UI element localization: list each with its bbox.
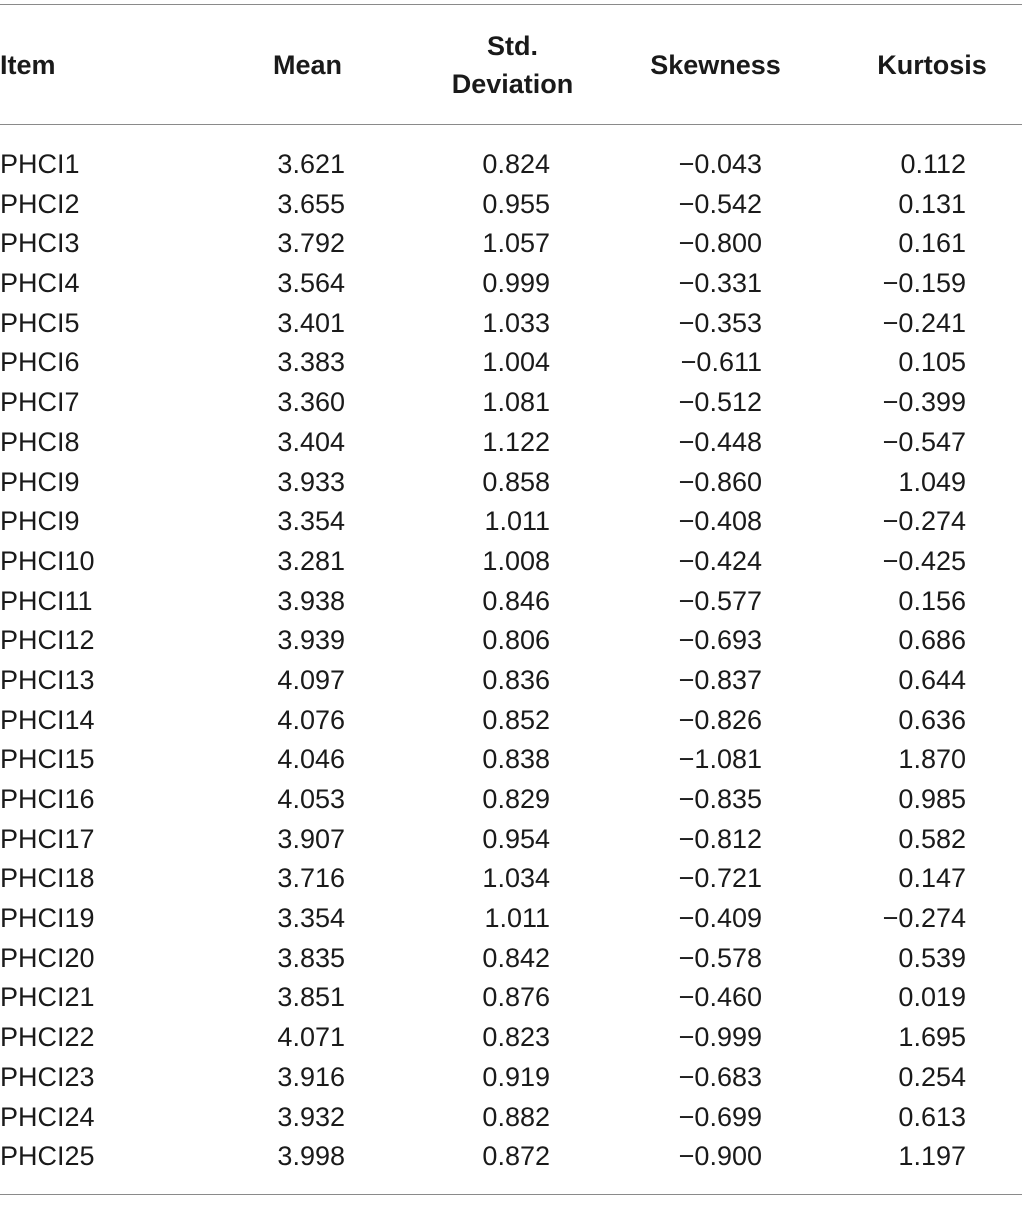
cell-item: PHCI14: [0, 704, 95, 735]
cell-std-deviation: 0.882: [482, 1101, 550, 1132]
table-top-rule: [0, 4, 1022, 5]
cell-std-deviation: 1.011: [484, 506, 550, 537]
cell-mean: 4.097: [277, 664, 345, 695]
table-row: [0, 1137, 1022, 1177]
table-row: [0, 1018, 1022, 1058]
cell-kurtosis: 1.870: [898, 744, 966, 775]
table-row: [0, 621, 1022, 661]
cell-kurtosis: 0.105: [898, 347, 966, 378]
column-header-mean-label: Mean: [272, 50, 343, 80]
cell-skewness: −0.683: [678, 1061, 762, 1092]
cell-std-deviation: 0.858: [482, 466, 550, 497]
column-header-std-deviation: [420, 8, 605, 122]
cell-kurtosis: −0.159: [882, 268, 966, 299]
cell-item: PHCI19: [0, 903, 95, 934]
cell-skewness: −0.611: [680, 347, 762, 378]
cell-skewness: −0.812: [678, 823, 762, 854]
column-header-kurtosis-label: Kurtosis: [877, 50, 987, 80]
cell-kurtosis: 0.156: [898, 585, 966, 616]
cell-skewness: −0.460: [678, 982, 762, 1013]
cell-skewness: −0.693: [678, 625, 762, 656]
table-row: [0, 701, 1022, 741]
cell-item: PHCI3: [0, 228, 80, 259]
cell-mean: 3.907: [277, 823, 345, 854]
cell-skewness: −0.835: [678, 784, 762, 814]
cell-kurtosis: 0.161: [898, 228, 966, 259]
cell-item: PHCI7: [0, 387, 80, 418]
cell-mean: 3.916: [277, 1061, 345, 1092]
cell-kurtosis: 0.254: [898, 1061, 966, 1092]
cell-skewness: −0.721: [678, 863, 762, 894]
cell-mean: 3.998: [277, 1141, 345, 1172]
cell-skewness: −0.448: [678, 426, 762, 457]
table-row: [0, 304, 1022, 344]
cell-std-deviation: 0.829: [482, 784, 550, 814]
cell-item: PHCI18: [0, 863, 95, 894]
cell-mean: 3.939: [277, 625, 345, 656]
table-row: [0, 542, 1022, 582]
cell-mean: 4.076: [277, 704, 345, 735]
cell-std-deviation: 1.081: [482, 387, 550, 418]
cell-skewness: −0.860: [678, 466, 762, 497]
cell-skewness: −0.512: [678, 387, 762, 418]
cell-mean: 3.716: [277, 863, 345, 894]
table-row: [0, 463, 1022, 503]
cell-std-deviation: 0.872: [482, 1141, 550, 1172]
cell-std-deviation: 0.876: [482, 982, 550, 1013]
cell-std-deviation: 0.846: [482, 585, 550, 616]
table-row: [0, 264, 1022, 304]
column-header-std-line2: Deviation: [451, 69, 574, 99]
cell-std-deviation: 0.838: [482, 744, 550, 775]
table-row: [0, 1098, 1022, 1138]
cell-std-deviation: 0.806: [482, 625, 550, 656]
cell-kurtosis: 0.539: [898, 942, 966, 973]
cell-item: PHCI13: [0, 664, 95, 695]
cell-kurtosis: −0.274: [882, 506, 966, 537]
cell-item: PHCI15: [0, 744, 95, 775]
table-row: [0, 661, 1022, 701]
column-header-kurtosis: [842, 8, 1022, 122]
table-row: [0, 423, 1022, 463]
column-header-item-label: Item: [0, 50, 56, 80]
cell-mean: 4.071: [277, 1022, 345, 1053]
cell-std-deviation: 1.011: [484, 903, 550, 934]
cell-item: PHCI21: [0, 982, 95, 1013]
cell-item: PHCI23: [0, 1061, 95, 1092]
cell-item: PHCI24: [0, 1101, 95, 1132]
cell-std-deviation: 1.057: [482, 228, 550, 259]
column-header-std-line1: Std.: [487, 31, 538, 61]
cell-skewness: −0.043: [678, 149, 762, 179]
cell-mean: 3.621: [277, 149, 345, 179]
table-row: [0, 820, 1022, 860]
cell-std-deviation: 0.823: [482, 1022, 550, 1053]
column-header-skewness: [628, 8, 803, 122]
cell-item: PHCI1: [0, 149, 80, 179]
cell-std-deviation: 0.836: [482, 664, 550, 695]
table-row: [0, 343, 1022, 383]
cell-item: PHCI11: [0, 585, 93, 616]
cell-skewness: −0.999: [678, 1022, 762, 1053]
cell-mean: 3.655: [277, 188, 345, 219]
cell-mean: 3.932: [277, 1101, 345, 1132]
cell-skewness: −0.578: [678, 942, 762, 973]
table-header-row: [0, 8, 1022, 122]
cell-kurtosis: 0.686: [898, 625, 966, 656]
cell-item: PHCI12: [0, 625, 95, 656]
table-row: [0, 978, 1022, 1018]
cell-mean: 3.281: [277, 545, 345, 576]
cell-std-deviation: 1.122: [482, 426, 550, 457]
cell-std-deviation: 1.008: [482, 545, 550, 576]
table-row: [0, 145, 1022, 185]
column-header-mean: [220, 8, 395, 122]
cell-skewness: −0.424: [678, 545, 762, 576]
cell-item: PHCI9: [0, 466, 80, 497]
table-row: [0, 1058, 1022, 1098]
cell-skewness: −0.542: [678, 188, 762, 219]
cell-mean: 4.046: [277, 744, 345, 775]
cell-mean: 3.404: [277, 426, 345, 457]
cell-std-deviation: 0.919: [482, 1061, 550, 1092]
cell-item: PHCI5: [0, 307, 80, 338]
cell-item: PHCI2: [0, 188, 80, 219]
cell-skewness: −0.577: [678, 585, 762, 616]
cell-mean: 3.851: [277, 982, 345, 1013]
cell-kurtosis: 1.049: [898, 466, 966, 497]
cell-skewness: −1.081: [678, 744, 762, 775]
table-row: [0, 383, 1022, 423]
cell-kurtosis: 0.985: [898, 784, 966, 814]
table-row: [0, 502, 1022, 542]
cell-skewness: −0.900: [678, 1141, 762, 1172]
cell-mean: 4.053: [277, 784, 345, 814]
cell-mean: 3.360: [277, 387, 345, 418]
cell-mean: 3.938: [277, 585, 345, 616]
cell-std-deviation: 1.033: [482, 307, 550, 338]
cell-item: PHCI17: [0, 823, 95, 854]
table-bottom-rule: [0, 1194, 1022, 1195]
table-row: [0, 780, 1022, 820]
cell-mean: 3.354: [277, 506, 345, 537]
cell-mean: 3.835: [277, 942, 345, 973]
cell-mean: 3.383: [277, 347, 345, 378]
cell-kurtosis: 0.644: [898, 664, 966, 695]
column-header-skewness-label: Skewness: [650, 50, 781, 80]
cell-mean: 3.401: [277, 307, 345, 338]
column-header-item: [0, 8, 200, 122]
table-row: [0, 939, 1022, 979]
cell-kurtosis: 1.197: [898, 1141, 966, 1172]
table-header-rule: [0, 124, 1022, 125]
cell-skewness: −0.353: [678, 307, 762, 338]
cell-mean: 3.564: [277, 268, 345, 299]
cell-skewness: −0.800: [678, 228, 762, 259]
cell-kurtosis: 0.131: [898, 188, 966, 219]
cell-std-deviation: 0.999: [482, 268, 550, 299]
cell-mean: 3.354: [277, 903, 345, 934]
table-row: [0, 224, 1022, 264]
table-row: [0, 899, 1022, 939]
cell-item: PHCI10: [0, 545, 95, 576]
cell-skewness: −0.331: [678, 268, 762, 299]
cell-kurtosis: 0.019: [898, 982, 966, 1013]
cell-kurtosis: 0.582: [898, 823, 966, 854]
cell-kurtosis: −0.241: [882, 307, 966, 338]
cell-item: PHCI22: [0, 1022, 95, 1053]
cell-std-deviation: 0.824: [482, 149, 550, 179]
cell-std-deviation: 0.955: [482, 188, 550, 219]
cell-item: PHCI20: [0, 942, 95, 973]
cell-kurtosis: −0.425: [882, 545, 966, 576]
cell-item: PHCI16: [0, 784, 95, 814]
cell-item: PHCI25: [0, 1141, 95, 1172]
cell-kurtosis: −0.274: [882, 903, 966, 934]
table-row: [0, 582, 1022, 622]
cell-std-deviation: 1.034: [482, 863, 550, 894]
cell-kurtosis: 0.112: [900, 149, 966, 179]
cell-skewness: −0.699: [678, 1101, 762, 1132]
cell-mean: 3.792: [277, 228, 345, 259]
table-row: [0, 859, 1022, 899]
cell-kurtosis: 0.636: [898, 704, 966, 735]
cell-std-deviation: 0.852: [482, 704, 550, 735]
cell-skewness: −0.837: [678, 664, 762, 695]
cell-std-deviation: 0.842: [482, 942, 550, 973]
table-body: [0, 145, 1022, 1177]
cell-std-deviation: 1.004: [482, 347, 550, 378]
cell-skewness: −0.408: [678, 506, 762, 537]
cell-kurtosis: 0.147: [898, 863, 966, 894]
cell-item: PHCI6: [0, 347, 80, 378]
cell-kurtosis: 1.695: [898, 1022, 966, 1053]
cell-item: PHCI9: [0, 506, 80, 537]
cell-item: PHCI8: [0, 426, 80, 457]
cell-kurtosis: −0.399: [882, 387, 966, 418]
cell-kurtosis: −0.547: [882, 426, 966, 457]
cell-skewness: −0.409: [678, 903, 762, 934]
cell-kurtosis: 0.613: [898, 1101, 966, 1132]
cell-std-deviation: 0.954: [482, 823, 550, 854]
table-row: [0, 740, 1022, 780]
cell-mean: 3.933: [277, 466, 345, 497]
cell-skewness: −0.826: [678, 704, 762, 735]
cell-item: PHCI4: [0, 268, 80, 299]
table-row: [0, 185, 1022, 225]
